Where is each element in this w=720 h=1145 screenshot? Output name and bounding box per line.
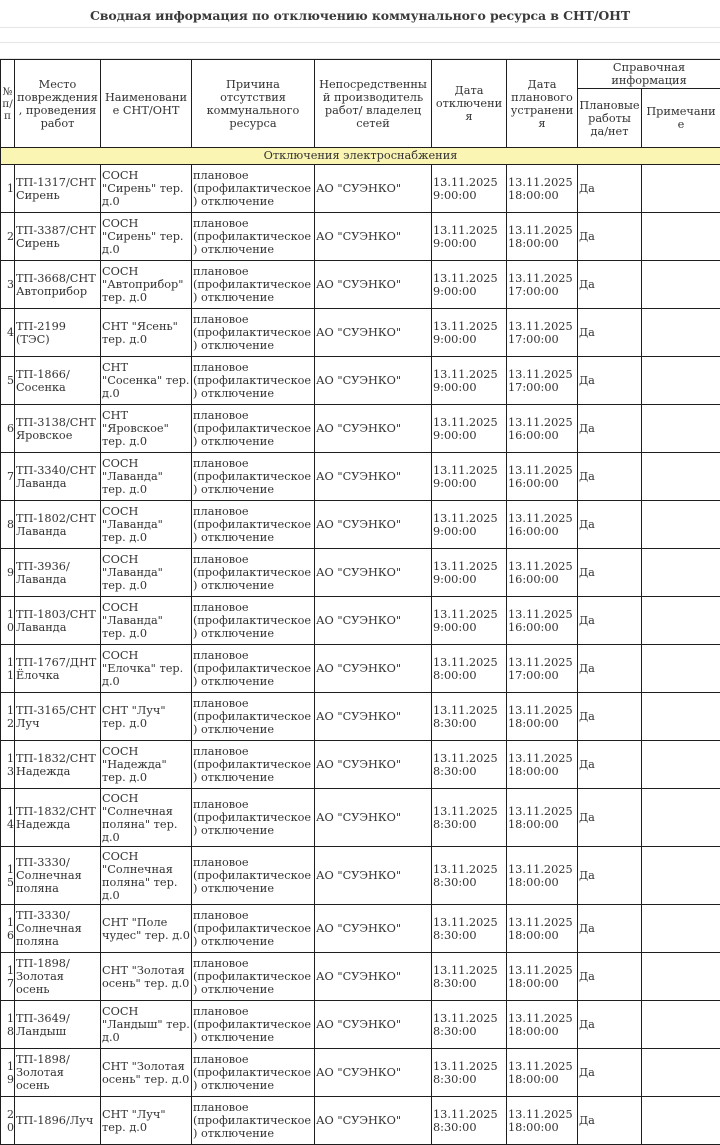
fix-date-cell[interactable]: 13.11.2025 18:00:00 xyxy=(507,847,578,905)
off-date-cell[interactable]: 13.11.2025 9:00:00 xyxy=(432,261,507,309)
row-number[interactable]: 19 xyxy=(1,1049,15,1097)
reason-cell[interactable]: плановое (профилактическое) отключение xyxy=(192,405,315,453)
header-num[interactable]: № п/п xyxy=(1,60,15,148)
place-cell[interactable]: ТП-1803/СНТ Лаванда xyxy=(15,597,101,645)
header-name[interactable]: Наименование СНТ/ОНТ xyxy=(101,60,192,148)
row-number[interactable]: 8 xyxy=(1,501,15,549)
producer-cell[interactable]: АО "СУЭНКО" xyxy=(315,597,432,645)
name-cell[interactable]: СНТ "Золотая осень" тер. д.0 xyxy=(101,953,192,1001)
row-number[interactable]: 11 xyxy=(1,645,15,693)
row-number[interactable]: 15 xyxy=(1,847,15,905)
fix-date-cell[interactable]: 13.11.2025 16:00:00 xyxy=(507,597,578,645)
fix-date-cell[interactable]: 13.11.2025 18:00:00 xyxy=(507,213,578,261)
off-date-cell[interactable]: 13.11.2025 8:30:00 xyxy=(432,789,507,847)
fix-date-cell[interactable]: 13.11.2025 17:00:00 xyxy=(507,645,578,693)
off-date-cell[interactable]: 13.11.2025 8:30:00 xyxy=(432,953,507,1001)
reason-cell[interactable]: плановое (профилактическое) отключение xyxy=(192,1001,315,1049)
reason-cell[interactable]: плановое (профилактическое) отключение xyxy=(192,789,315,847)
planned-cell[interactable]: Да xyxy=(578,597,642,645)
planned-cell[interactable]: Да xyxy=(578,1097,642,1145)
off-date-cell[interactable]: 13.11.2025 8:30:00 xyxy=(432,1001,507,1049)
fix-date-cell[interactable]: 13.11.2025 18:00:00 xyxy=(507,1049,578,1097)
reason-cell[interactable]: плановое (профилактическое) отключение xyxy=(192,847,315,905)
note-cell[interactable] xyxy=(642,309,720,357)
planned-cell[interactable]: Да xyxy=(578,1001,642,1049)
fix-date-cell[interactable]: 13.11.2025 16:00:00 xyxy=(507,405,578,453)
planned-cell[interactable]: Да xyxy=(578,905,642,953)
reason-cell[interactable]: плановое (профилактическое) отключение xyxy=(192,165,315,213)
name-cell[interactable]: СОСН "Лаванда" тер. д.0 xyxy=(101,453,192,501)
name-cell[interactable]: СНТ "Луч" тер. д.0 xyxy=(101,1097,192,1145)
table-row xyxy=(1,1097,720,1145)
header-place[interactable]: Место повреждения, проведения работ xyxy=(15,60,101,148)
table-row xyxy=(1,741,720,789)
fix-date-cell[interactable]: 13.11.2025 16:00:00 xyxy=(507,453,578,501)
place-cell[interactable]: ТП-1898/ Золотая осень xyxy=(15,1049,101,1097)
section-label[interactable]: Отключения электроснабжения xyxy=(1,148,720,165)
place-cell[interactable]: ТП-2199 (ТЭС) xyxy=(15,309,101,357)
name-cell[interactable]: СОСН "Автоприбор" тер. д.0 xyxy=(101,261,192,309)
note-cell[interactable] xyxy=(642,405,720,453)
producer-cell[interactable]: АО "СУЭНКО" xyxy=(315,645,432,693)
row-number[interactable]: 16 xyxy=(1,905,15,953)
name-cell[interactable]: СОСН "Елочка" тер. д.0 xyxy=(101,645,192,693)
reason-cell[interactable]: плановое (профилактическое) отключение xyxy=(192,741,315,789)
note-cell[interactable] xyxy=(642,847,720,905)
note-cell[interactable] xyxy=(642,549,720,597)
fix-date-cell[interactable]: 13.11.2025 18:00:00 xyxy=(507,165,578,213)
note-cell[interactable] xyxy=(642,1001,720,1049)
producer-cell[interactable]: АО "СУЭНКО" xyxy=(315,357,432,405)
planned-cell[interactable]: Да xyxy=(578,261,642,309)
reason-cell[interactable]: плановое (профилактическое) отключение xyxy=(192,453,315,501)
reason-cell[interactable]: плановое (профилактическое) отключение xyxy=(192,905,315,953)
header-fix-date[interactable]: Дата планового устранения xyxy=(507,60,578,148)
reason-cell[interactable]: плановое (профилактическое) отключение xyxy=(192,549,315,597)
row-number[interactable]: 4 xyxy=(1,309,15,357)
header-row xyxy=(1,60,720,89)
name-cell[interactable]: СОСН "Лаванда" тер. д.0 xyxy=(101,549,192,597)
row-number[interactable]: 14 xyxy=(1,789,15,847)
table-row xyxy=(1,1049,720,1097)
off-date-cell[interactable]: 13.11.2025 9:00:00 xyxy=(432,309,507,357)
place-cell[interactable]: ТП-3668/СНТ Автоприбор xyxy=(15,261,101,309)
place-cell[interactable]: ТП-1866/ Сосенка xyxy=(15,357,101,405)
off-date-cell[interactable]: 13.11.2025 9:00:00 xyxy=(432,453,507,501)
planned-cell[interactable]: Да xyxy=(578,213,642,261)
note-cell[interactable] xyxy=(642,261,720,309)
producer-cell[interactable]: АО "СУЭНКО" xyxy=(315,309,432,357)
row-number[interactable]: 13 xyxy=(1,741,15,789)
row-number[interactable]: 12 xyxy=(1,693,15,741)
row-number[interactable]: 17 xyxy=(1,953,15,1001)
producer-cell[interactable]: АО "СУЭНКО" xyxy=(315,741,432,789)
off-date-cell[interactable]: 13.11.2025 9:00:00 xyxy=(432,165,507,213)
planned-cell[interactable]: Да xyxy=(578,645,642,693)
off-date-cell[interactable]: 13.11.2025 8:30:00 xyxy=(432,1097,507,1145)
place-cell[interactable]: ТП-3330/ Солнечная поляна xyxy=(15,847,101,905)
place-cell[interactable]: ТП-1832/СНТ Надежда xyxy=(15,741,101,789)
table-row xyxy=(1,789,720,847)
fix-date-cell[interactable]: 13.11.2025 16:00:00 xyxy=(507,549,578,597)
table-row xyxy=(1,1001,720,1049)
planned-cell[interactable]: Да xyxy=(578,165,642,213)
place-cell[interactable]: ТП-3330/ Солнечная поляна xyxy=(15,905,101,953)
producer-cell[interactable]: АО "СУЭНКО" xyxy=(315,905,432,953)
note-cell[interactable] xyxy=(642,905,720,953)
producer-cell[interactable]: АО "СУЭНКО" xyxy=(315,261,432,309)
header-off-date[interactable]: Дата отключения xyxy=(432,60,507,148)
note-cell[interactable] xyxy=(642,213,720,261)
note-cell[interactable] xyxy=(642,741,720,789)
row-number[interactable]: 18 xyxy=(1,1001,15,1049)
place-cell[interactable]: ТП-1317/СНТ Сирень xyxy=(15,165,101,213)
row-number[interactable]: 1 xyxy=(1,165,15,213)
planned-cell[interactable]: Да xyxy=(578,693,642,741)
table-row xyxy=(1,693,720,741)
table-row xyxy=(1,905,720,953)
note-cell[interactable] xyxy=(642,1097,720,1145)
place-cell[interactable]: ТП-1896/Луч xyxy=(15,1097,101,1145)
producer-cell[interactable]: АО "СУЭНКО" xyxy=(315,1049,432,1097)
name-cell[interactable]: СОСН "Ландыш" тер. д.0 xyxy=(101,1001,192,1049)
row-number[interactable]: 7 xyxy=(1,453,15,501)
reason-cell[interactable]: плановое (профилактическое) отключение xyxy=(192,309,315,357)
producer-cell[interactable]: АО "СУЭНКО" xyxy=(315,405,432,453)
fix-date-cell[interactable]: 13.11.2025 18:00:00 xyxy=(507,1097,578,1145)
planned-cell[interactable]: Да xyxy=(578,741,642,789)
table-row xyxy=(1,501,720,549)
place-cell[interactable]: ТП-3387/СНТ Сирень xyxy=(15,213,101,261)
name-cell[interactable]: СНТ "Золотая осень" тер. д.0 xyxy=(101,1049,192,1097)
name-cell[interactable]: СОСН "Лаванда" тер. д.0 xyxy=(101,501,192,549)
table-body xyxy=(1,165,720,1145)
planned-cell[interactable]: Да xyxy=(578,357,642,405)
off-date-cell[interactable]: 13.11.2025 9:00:00 xyxy=(432,405,507,453)
off-date-cell[interactable]: 13.11.2025 9:00:00 xyxy=(432,213,507,261)
producer-cell[interactable]: АО "СУЭНКО" xyxy=(315,549,432,597)
fix-date-cell[interactable]: 13.11.2025 17:00:00 xyxy=(507,261,578,309)
fix-date-cell[interactable]: 13.11.2025 17:00:00 xyxy=(507,357,578,405)
off-date-cell[interactable]: 13.11.2025 9:00:00 xyxy=(432,549,507,597)
row-number[interactable]: 20 xyxy=(1,1097,15,1145)
off-date-cell[interactable]: 13.11.2025 9:00:00 xyxy=(432,357,507,405)
planned-cell[interactable]: Да xyxy=(578,501,642,549)
table-row xyxy=(1,597,720,645)
table-row xyxy=(1,405,720,453)
fix-date-cell[interactable]: 13.11.2025 18:00:00 xyxy=(507,953,578,1001)
place-cell[interactable]: ТП-1832/СНТ Надежда xyxy=(15,789,101,847)
table-row xyxy=(1,213,720,261)
off-date-cell[interactable]: 13.11.2025 8:30:00 xyxy=(432,741,507,789)
producer-cell[interactable]: АО "СУЭНКО" xyxy=(315,1001,432,1049)
note-cell[interactable] xyxy=(642,453,720,501)
off-date-cell[interactable]: 13.11.2025 8:30:00 xyxy=(432,905,507,953)
name-cell[interactable]: СНТ "Поле чудес" тер. д.0 xyxy=(101,905,192,953)
place-cell[interactable]: ТП-3649/ Ландыш xyxy=(15,1001,101,1049)
note-cell[interactable] xyxy=(642,1049,720,1097)
row-number[interactable]: 2 xyxy=(1,213,15,261)
reason-cell[interactable]: плановое (профилактическое) отключение xyxy=(192,357,315,405)
place-cell[interactable]: ТП-3165/СНТ Луч xyxy=(15,693,101,741)
off-date-cell[interactable]: 13.11.2025 9:00:00 xyxy=(432,597,507,645)
reason-cell[interactable]: плановое (профилактическое) отключение xyxy=(192,1049,315,1097)
reason-cell[interactable]: плановое (профилактическое) отключение xyxy=(192,953,315,1001)
name-cell[interactable]: СНТ "Ясень" тер. д.0 xyxy=(101,309,192,357)
place-cell[interactable]: ТП-1898/ Золотая осень xyxy=(15,953,101,1001)
planned-cell[interactable]: Да xyxy=(578,549,642,597)
fix-date-cell[interactable]: 13.11.2025 16:00:00 xyxy=(507,501,578,549)
page-title: Сводная информация по отключению коммунального ресурса в СНТ/ОНТ xyxy=(0,8,720,23)
outage-table xyxy=(0,59,720,1145)
note-cell[interactable] xyxy=(642,953,720,1001)
note-cell[interactable] xyxy=(642,501,720,549)
off-date-cell[interactable]: 13.11.2025 8:30:00 xyxy=(432,1049,507,1097)
table-row xyxy=(1,309,720,357)
table-row xyxy=(1,261,720,309)
name-cell[interactable]: СОСН "Солнечная поляна" тер. д.0 xyxy=(101,847,192,905)
reason-cell[interactable]: плановое (профилактическое) отключение xyxy=(192,1097,315,1145)
off-date-cell[interactable]: 13.11.2025 8:30:00 xyxy=(432,693,507,741)
reason-cell[interactable]: плановое (профилактическое) отключение xyxy=(192,261,315,309)
off-date-cell[interactable]: 13.11.2025 8:30:00 xyxy=(432,847,507,905)
table-row xyxy=(1,847,720,905)
note-cell[interactable] xyxy=(642,789,720,847)
planned-cell[interactable]: Да xyxy=(578,847,642,905)
producer-cell[interactable]: АО "СУЭНКО" xyxy=(315,693,432,741)
producer-cell[interactable]: АО "СУЭНКО" xyxy=(315,847,432,905)
planned-cell[interactable]: Да xyxy=(578,789,642,847)
fix-date-cell[interactable]: 13.11.2025 17:00:00 xyxy=(507,309,578,357)
note-cell[interactable] xyxy=(642,645,720,693)
name-cell[interactable]: СОСН "Сирень" тер. д.0 xyxy=(101,165,192,213)
place-cell[interactable]: ТП-1802/СНТ Лаванда xyxy=(15,501,101,549)
table-row xyxy=(1,357,720,405)
off-date-cell[interactable]: 13.11.2025 8:00:00 xyxy=(432,645,507,693)
row-number[interactable]: 9 xyxy=(1,549,15,597)
table-row xyxy=(1,453,720,501)
table-row xyxy=(1,165,720,213)
place-cell[interactable]: ТП-3138/СНТ Яровское xyxy=(15,405,101,453)
producer-cell[interactable]: АО "СУЭНКО" xyxy=(315,213,432,261)
fix-date-cell[interactable]: 13.11.2025 18:00:00 xyxy=(507,1001,578,1049)
reason-cell[interactable]: плановое (профилактическое) отключение xyxy=(192,597,315,645)
planned-cell[interactable]: Да xyxy=(578,405,642,453)
header-reason[interactable]: Причина отсутствия коммунального ресурса xyxy=(192,60,315,148)
name-cell[interactable]: СОСН "Сирень" тер. д.0 xyxy=(101,213,192,261)
place-cell[interactable]: ТП-3340/СНТ Лаванда xyxy=(15,453,101,501)
row-number[interactable]: 10 xyxy=(1,597,15,645)
producer-cell[interactable]: АО "СУЭНКО" xyxy=(315,501,432,549)
section-row xyxy=(1,148,720,165)
planned-cell[interactable]: Да xyxy=(578,1049,642,1097)
fix-date-cell[interactable]: 13.11.2025 18:00:00 xyxy=(507,905,578,953)
producer-cell[interactable]: АО "СУЭНКО" xyxy=(315,953,432,1001)
header-note[interactable]: Примечание xyxy=(642,89,720,148)
name-cell[interactable]: СНТ "Луч" тер. д.0 xyxy=(101,693,192,741)
producer-cell[interactable]: АО "СУЭНКО" xyxy=(315,453,432,501)
producer-cell[interactable]: АО "СУЭНКО" xyxy=(315,165,432,213)
reason-cell[interactable]: плановое (профилактическое) отключение xyxy=(192,213,315,261)
name-cell[interactable]: СОСН "Солнечная поляна" тер. д.0 xyxy=(101,789,192,847)
fix-date-cell[interactable]: 13.11.2025 18:00:00 xyxy=(507,693,578,741)
producer-cell[interactable]: АО "СУЭНКО" xyxy=(315,1097,432,1145)
place-cell[interactable]: ТП-3936/ Лаванда xyxy=(15,549,101,597)
header-ref-group[interactable]: Справочная информация xyxy=(578,60,720,89)
reason-cell[interactable]: плановое (профилактическое) отключение xyxy=(192,645,315,693)
row-number[interactable]: 5 xyxy=(1,357,15,405)
note-cell[interactable] xyxy=(642,597,720,645)
note-cell[interactable] xyxy=(642,693,720,741)
table-row xyxy=(1,549,720,597)
row-number[interactable]: 6 xyxy=(1,405,15,453)
planned-cell[interactable]: Да xyxy=(578,953,642,1001)
name-cell[interactable]: СНТ "Яровское" тер. д.0 xyxy=(101,405,192,453)
header-planned[interactable]: Плановые работы да/нет xyxy=(578,89,642,148)
planned-cell[interactable]: Да xyxy=(578,309,642,357)
reason-cell[interactable]: плановое (профилактическое) отключение xyxy=(192,501,315,549)
header-producer[interactable]: Непосредственный производитель работ/ владелец сетей xyxy=(315,60,432,148)
reason-cell[interactable]: плановое (профилактическое) отключение xyxy=(192,693,315,741)
name-cell[interactable]: СНТ "Сосенка" тер. д.0 xyxy=(101,357,192,405)
fix-date-cell[interactable]: 13.11.2025 18:00:00 xyxy=(507,741,578,789)
off-date-cell[interactable]: 13.11.2025 9:00:00 xyxy=(432,501,507,549)
name-cell[interactable]: СОСН "Надежда" тер. д.0 xyxy=(101,741,192,789)
place-cell[interactable]: ТП-1767/ДНТ Ёлочка xyxy=(15,645,101,693)
table-row xyxy=(1,953,720,1001)
row-number[interactable]: 3 xyxy=(1,261,15,309)
note-cell[interactable] xyxy=(642,165,720,213)
planned-cell[interactable]: Да xyxy=(578,453,642,501)
fix-date-cell[interactable]: 13.11.2025 18:00:00 xyxy=(507,789,578,847)
note-cell[interactable] xyxy=(642,357,720,405)
table-row xyxy=(1,645,720,693)
producer-cell[interactable]: АО "СУЭНКО" xyxy=(315,789,432,847)
name-cell[interactable]: СОСН "Лаванда" тер. д.0 xyxy=(101,597,192,645)
